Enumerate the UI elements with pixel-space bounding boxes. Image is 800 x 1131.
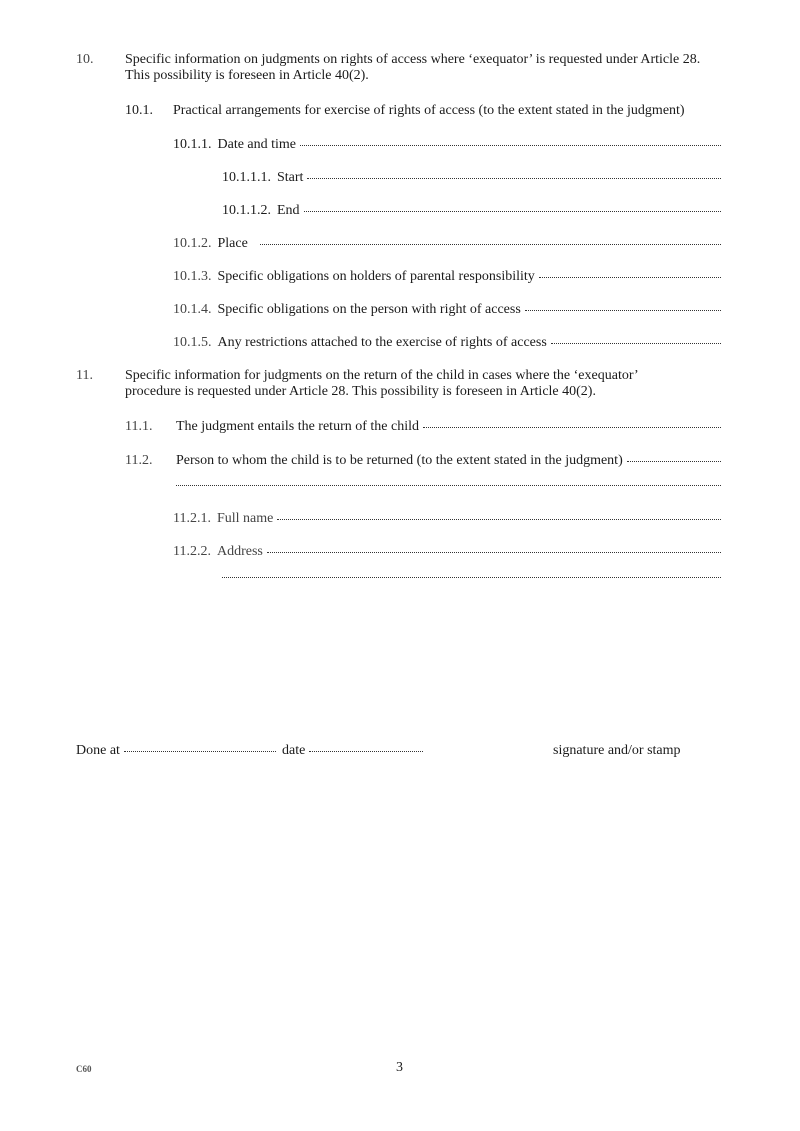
section-10-text-line2: This possibility is foreseen in Article 40(2). xyxy=(125,68,369,83)
field-11-2-1-dotted-line[interactable] xyxy=(277,519,721,520)
item-11-2-label: Person to whom the child is to be returned (to the extent stated in the judgment) xyxy=(176,453,623,468)
item-10-1-4-number: 10.1.4. xyxy=(173,302,212,317)
item-10-1-1-2-label: End xyxy=(277,203,300,218)
field-11-2-dotted-line[interactable] xyxy=(627,461,721,462)
field-10-1-1-1-dotted-line[interactable] xyxy=(307,178,721,179)
item-11-1-label: The judgment entails the return of the child xyxy=(176,419,419,434)
field-11-2-2-dotted-line[interactable] xyxy=(267,552,721,553)
item-10-1-number: 10.1. xyxy=(125,103,153,118)
footer-code: C60 xyxy=(76,1064,92,1074)
date-label: date xyxy=(282,743,306,758)
date-field[interactable] xyxy=(282,743,423,759)
field-10-1-4[interactable] xyxy=(173,302,721,318)
item-10-1-1-label: Date and time xyxy=(217,137,297,152)
field-10-1-1[interactable] xyxy=(173,137,721,153)
date-dotted-line[interactable] xyxy=(309,751,423,752)
item-10-1-2-label: Place xyxy=(217,236,248,251)
item-11-2-2-label: Address xyxy=(216,544,263,559)
field-11-1-dotted-line[interactable] xyxy=(423,427,721,428)
done-at-field[interactable] xyxy=(76,743,276,759)
field-10-1-3-dotted-line[interactable] xyxy=(539,277,721,278)
field-10-1-1-2-dotted-line[interactable] xyxy=(304,211,721,212)
item-10-1-label: Practical arrangements for exercise of rights of access (to the extent stated in the judgment) xyxy=(173,103,685,118)
item-10-1-5-number: 10.1.5. xyxy=(173,335,212,350)
field-10-1-2[interactable] xyxy=(173,236,721,252)
item-11-2-1-number: 11.2.1. xyxy=(173,511,211,526)
item-11-2-2-number: 11.2.2. xyxy=(173,544,211,559)
field-11-1[interactable] xyxy=(176,419,721,435)
field-11-2-2-continuation-line[interactable] xyxy=(222,577,721,578)
section-10-number: 10. xyxy=(76,52,94,67)
item-10-1-4-label: Specific obligations on the person with right of access xyxy=(217,302,521,317)
section-11-heading xyxy=(125,368,639,400)
done-at-label: Done at xyxy=(76,743,120,758)
page-number: 3 xyxy=(396,1060,403,1075)
section-10-text-line1: Specific information on judgments on rights of access where ‘exequator’ is requested under Article 28. xyxy=(125,52,701,67)
field-10-1-1-2[interactable] xyxy=(222,203,721,219)
field-10-1-4-dotted-line[interactable] xyxy=(525,310,721,311)
field-10-1-5-dotted-line[interactable] xyxy=(551,343,721,344)
item-10-1-1-1-number: 10.1.1.1. xyxy=(222,170,271,185)
signature-stamp-label: signature and/or stamp xyxy=(553,743,681,758)
field-10-1-2-dotted-line[interactable] xyxy=(260,244,721,245)
item-10-1-2-number: 10.1.2. xyxy=(173,236,212,251)
field-11-2-continuation-line[interactable] xyxy=(176,485,721,486)
item-11-2-1-label: Full name xyxy=(216,511,274,526)
field-11-2-2[interactable] xyxy=(173,544,721,560)
item-10-1-1-2-number: 10.1.1.2. xyxy=(222,203,271,218)
field-10-1-5[interactable] xyxy=(173,335,721,351)
item-10-1-3-number: 10.1.3. xyxy=(173,269,212,284)
field-11-2-1[interactable] xyxy=(173,511,721,527)
section-11-number: 11. xyxy=(76,368,93,383)
item-10-1-1-1-label: Start xyxy=(277,170,304,185)
section-10-heading xyxy=(125,52,700,84)
field-10-1-1-1[interactable] xyxy=(222,170,721,186)
item-10-1-5-label: Any restrictions attached to the exercise of rights of access xyxy=(217,335,547,350)
done-at-dotted-line[interactable] xyxy=(124,751,276,752)
section-11-text-line2: procedure is requested under Article 28. This possibility is foreseen in Article 40(2). xyxy=(125,384,596,399)
item-10-1-1-number: 10.1.1. xyxy=(173,137,212,152)
section-11-text-line1: Specific information for judgments on the return of the child in cases where the ‘exequator’ xyxy=(125,368,639,383)
field-10-1-3[interactable] xyxy=(173,269,721,285)
item-10-1-3-label: Specific obligations on holders of parental responsibility xyxy=(217,269,535,284)
field-10-1-1-dotted-line[interactable] xyxy=(300,145,721,146)
item-11-2-number: 11.2. xyxy=(125,453,153,468)
item-11-1-number: 11.1. xyxy=(125,419,153,434)
field-11-2[interactable] xyxy=(176,453,721,469)
